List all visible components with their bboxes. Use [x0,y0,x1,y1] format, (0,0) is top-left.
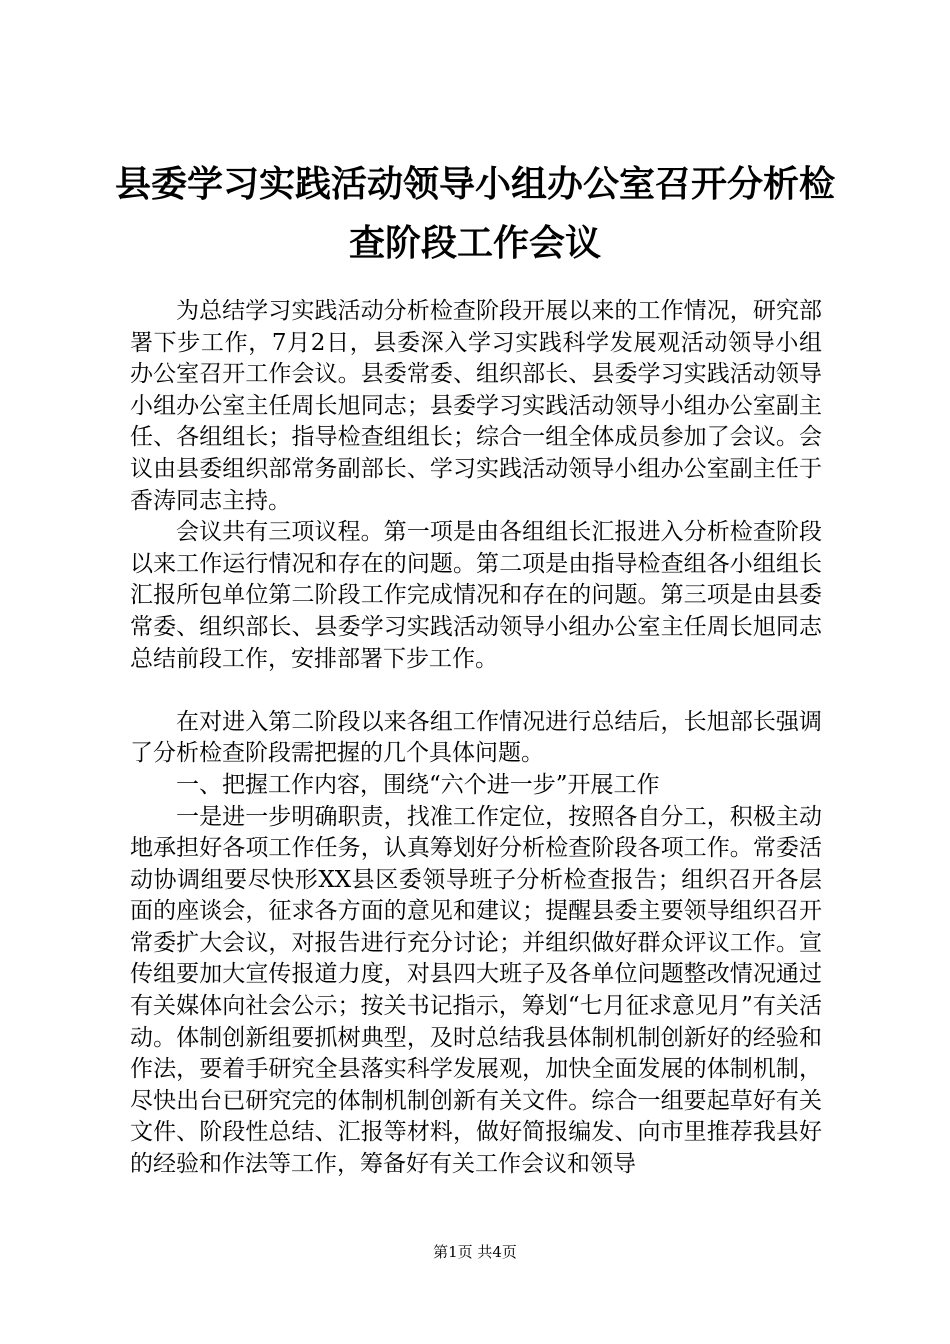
paragraph-point-1: 一是进一步明确职责，找准工作定位，按照各自分工，积极主动地承担好各项工作任务，认真筹划好分析检查阶段各项工作。常委活动协调组要尽快形XX县区委领导班子分析检查报告；组织召开各层面的座谈会，征求各方面的意见和建议；提醒县委主要领导组织召开常委扩大会议，对报告进行充分讨论；并组织做好群众评议工作。宣传组要加大宣传报道力度，对县四大班子及各单位问题整改情况通过有关媒体向社会公示；按关书记指示，筹划“七月征求意见月”有关活动。体制创新组要抓树典型，及时总结我县体制机制创新好的经验和作法，要着手研究全县落实科学发展观，加快全面发展的体制机制，尽快出台已研究完的体制机制创新有关文件。综合一组要起草好有关文件、阶段性总结、汇报等材料，做好简报编发、向市里推荐我县好的经验和作法等工作，筹备好有关工作会议和领导 [130,803,822,1178]
paragraph-agenda: 会议共有三项议程。第一项是由各组组长汇报进入分析检查阶段以来工作运行情况和存在的问题。第二项是由指导检查组各小组组长汇报所包单位第二阶段工作完成情况和存在的问题。第三项是由县委常委、组织部长、县委学习实践活动领导小组办公室主任周长旭同志总结前段工作，安排部署下步工作。 [130,519,822,672]
page-number-footer: 第1页 共4页 [433,1243,517,1261]
section-heading-1: 一、把握工作内容，围绕“六个进一步”开展工作 [176,771,660,798]
document-title-line-1: 县委学习实践活动领导小组办公室召开分析检 [114,163,835,205]
document-title-line-2: 查阶段工作会议 [348,222,601,264]
blank-line [130,675,822,707]
paragraph-intro: 为总结学习实践活动分析检查阶段开展以来的工作情况，研究部署下步工作，7月2日，县委深入学习实践科学发展观活动领导小组办公室召开工作会议。县委常委、组织部长、县委学习实践活动领导小组办公室主任周长旭同志；县委学习实践活动领导小组办公室副主任、各组组长；指导检查组组长；综合一组全体成员参加了会议。会议由县委组织部常务副部长、学习实践活动领导小组办公室副主任于香涛同志主持。 [130,298,822,514]
paragraph-summary: 在对进入第二阶段以来各组工作情况进行总结后，长旭部长强调了分析检查阶段需把握的几个具体问题。 [130,708,822,767]
document-body [130,296,822,1181]
